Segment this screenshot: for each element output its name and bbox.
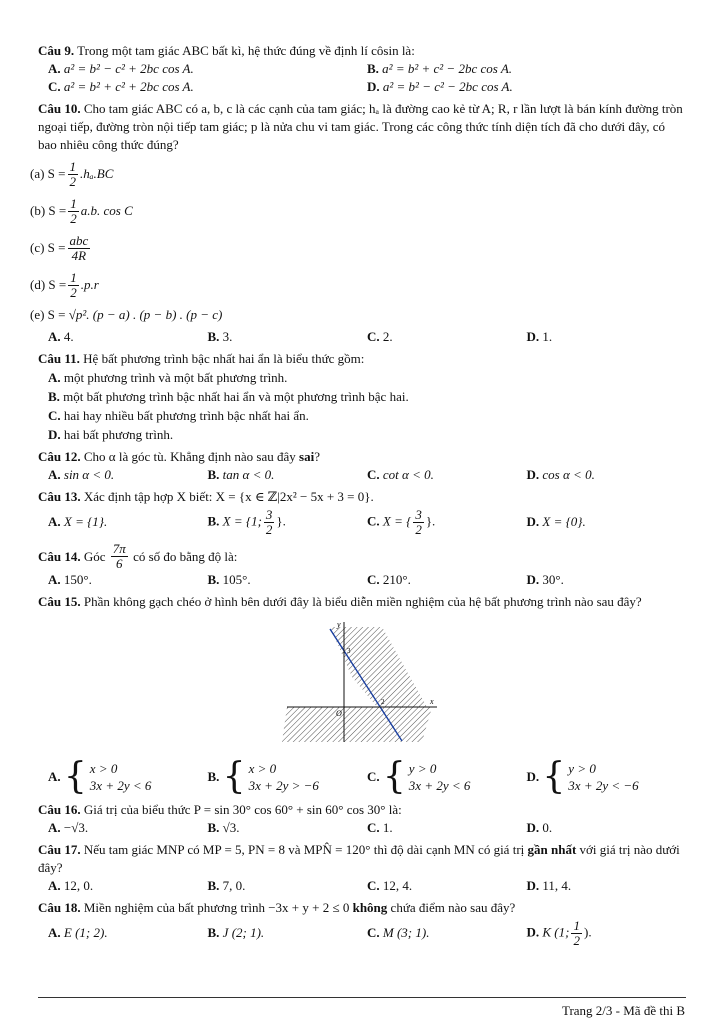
question-12 <box>38 448 686 466</box>
option-label: A. <box>48 514 61 529</box>
option-text: hai hay nhiều bất phương trình bậc nhất hai ẩn. <box>63 408 309 423</box>
option-text: a² = b² − c² + 2bc cos A. <box>63 61 194 76</box>
coordinate-graph <box>282 617 442 747</box>
question-text: Trong một tam giác ABC bất kì, hệ thức đúng về định lí côsin là: <box>77 43 415 58</box>
option-label: D. <box>526 820 540 835</box>
option-text: 11, 4. <box>542 878 572 893</box>
option-label: A. <box>48 820 61 835</box>
option-b <box>48 387 686 406</box>
option-text: 1. <box>542 329 553 344</box>
question-9 <box>38 42 686 60</box>
option-label: C. <box>367 878 380 893</box>
question-tail: ? <box>314 449 320 464</box>
formula-prefix: (d) S = <box>30 277 67 292</box>
option-label: A. <box>48 769 61 784</box>
option-text: 2. <box>382 329 393 344</box>
options-row <box>48 571 686 589</box>
option-d <box>48 425 686 444</box>
x-axis-label: x <box>430 697 434 706</box>
question-text: Hệ bất phương trình bậc nhất hai ẩn là biểu thức gồm: <box>83 351 365 366</box>
option-label: D. <box>526 514 540 529</box>
option-text: X = {0}. <box>542 514 586 529</box>
formula-suffix: √p². (p − a) . (p − b) . (p − c) <box>68 307 223 322</box>
option-text: X = {1; <box>222 512 262 528</box>
formula-e <box>30 305 686 325</box>
option-b <box>208 508 368 537</box>
option-label: B. <box>207 769 220 784</box>
formula-prefix: (b) S = <box>30 203 67 218</box>
option-b <box>207 756 368 797</box>
option-text: tan α < 0. <box>222 467 275 482</box>
numerator: abc <box>69 232 89 248</box>
option-label: B. <box>207 467 220 482</box>
option-label: B. <box>207 329 220 344</box>
formula-suffix: .p.r <box>80 277 99 292</box>
fraction <box>413 508 424 537</box>
option-b <box>208 924 368 942</box>
question-15 <box>38 593 686 611</box>
option-d <box>527 328 687 346</box>
fraction <box>264 508 275 537</box>
option-text: cot α < 0. <box>382 467 434 482</box>
option-text: 30°. <box>542 572 564 587</box>
option-label: A. <box>48 925 61 940</box>
emphasis: sai <box>299 449 315 464</box>
question-tail: chứa điểm nào sau đây? <box>390 900 516 915</box>
footer-divider <box>38 997 686 998</box>
option-text-end: ). <box>583 923 592 939</box>
option-c <box>367 571 527 589</box>
question-14 <box>38 542 686 571</box>
option-d <box>527 466 687 484</box>
option-text: √3. <box>222 820 240 835</box>
option-d <box>527 513 687 531</box>
option-text: 7, 0. <box>222 878 246 893</box>
option-label: B. <box>207 572 220 587</box>
system-line: y > 0 <box>568 761 596 776</box>
option-d <box>527 571 687 589</box>
formula-prefix: (a) S = <box>30 166 66 181</box>
options-row <box>48 877 686 895</box>
option-c <box>367 924 527 942</box>
denominator: 2 <box>70 210 77 226</box>
formula-a <box>30 157 686 191</box>
option-a <box>48 877 208 895</box>
question-number: Câu 18. <box>38 900 81 915</box>
exam-page <box>30 42 686 949</box>
system-line: 3x + 2y < 6 <box>408 778 471 793</box>
denominator: 2 <box>415 521 422 537</box>
option-label: D. <box>526 878 540 893</box>
options-row <box>48 328 686 346</box>
origin-label: O <box>336 709 342 718</box>
question-number: Câu 12. <box>38 449 81 464</box>
option-c <box>367 328 527 346</box>
y-intercept-label: 3 <box>347 647 351 655</box>
option-a <box>48 60 367 78</box>
option-label: A. <box>48 467 61 482</box>
option-text: K (1; <box>542 923 570 939</box>
denominator: 6 <box>116 556 123 571</box>
formula-prefix: (c) S = <box>30 240 66 255</box>
option-text: cos α < 0. <box>542 467 595 482</box>
option-label: A. <box>48 878 61 893</box>
system-line: 3x + 2y < 6 <box>89 778 152 793</box>
numerator: 1 <box>69 158 76 174</box>
option-text: 0. <box>542 820 553 835</box>
formula-d <box>30 268 686 302</box>
option-label: D. <box>367 79 380 94</box>
options-stack <box>48 368 686 444</box>
option-c <box>367 508 527 537</box>
question-text: Miền nghiệm của bất phương trình −3x + y + 2 ≤ 0 <box>83 900 350 915</box>
numerator: 1 <box>70 195 77 211</box>
option-text: a² = b² + c² − 2bc cos A. <box>382 61 513 76</box>
option-text: 12, 4. <box>382 878 413 893</box>
option-text: 1. <box>382 820 393 835</box>
option-label: B. <box>207 512 220 528</box>
option-label: D. <box>48 427 61 442</box>
question-number: Câu 17. <box>38 842 81 857</box>
option-text: a² = b² + c² + 2bc cos A. <box>63 79 194 94</box>
option-label: C. <box>367 467 380 482</box>
numerator: 3 <box>265 506 273 522</box>
option-label: A. <box>48 329 61 344</box>
denominator: 2 <box>69 173 76 189</box>
question-number: Câu 16. <box>38 802 81 817</box>
fraction <box>68 271 79 300</box>
option-a <box>48 924 208 942</box>
option-label: A. <box>48 61 61 76</box>
option-label: C. <box>367 820 380 835</box>
question-text: Xác định tập hợp X biết: X = {x ∈ ℤ|2x² − 5x + 3 = 0}. <box>83 489 374 504</box>
option-text: X = { <box>382 512 412 528</box>
option-text: −√3. <box>63 820 89 835</box>
question-text: Giá trị của biểu thức P = sin 30° cos 60° + sin 60° cos 30° là: <box>83 802 402 817</box>
system-line: y > 0 <box>408 761 437 776</box>
denominator: 4R <box>71 247 87 263</box>
option-label: C. <box>48 79 61 94</box>
option-label: C. <box>367 512 380 528</box>
option-a <box>48 368 686 387</box>
fraction <box>68 234 91 263</box>
question-tail: với giá trị nào dưới đây? <box>38 842 680 875</box>
option-text: J (2; 1). <box>222 925 265 940</box>
question-11 <box>38 350 686 368</box>
question-13 <box>38 488 686 506</box>
option-label: D. <box>526 329 540 344</box>
option-text: M (3; 1). <box>382 925 430 940</box>
question-text: Phần không gạch chéo ở hình bên dưới đây là biểu diễn miền nghiệm của hệ bất phương trình nào sau đây? <box>83 594 642 609</box>
option-text: 210°. <box>382 572 411 587</box>
question-text: Cho tam giác ABC có a, b, c là các cạnh của tam giác; hₐ là đường cao kẻ từ A; R, r lần lượt là bán kính đường tròn ngoại tiếp, đường tròn nội tiếp tam giác; p là nửa chu vi tam giác. Trong các công thức tính diện tích đã cho dưới đây, có bao nhiêu công thức đúng? <box>38 101 683 152</box>
option-b <box>208 571 368 589</box>
option-label: D. <box>526 923 540 939</box>
formula-suffix: .hₐ.BC <box>80 166 114 181</box>
formula-c <box>30 231 686 265</box>
options-row <box>48 78 686 96</box>
option-b <box>208 877 368 895</box>
brace-icon: { <box>222 756 246 797</box>
options-row <box>48 466 686 484</box>
question-text-end: có số đo bằng độ là: <box>133 548 238 564</box>
option-c <box>367 466 527 484</box>
question-number: Câu 11. <box>38 351 80 366</box>
option-b <box>367 60 686 78</box>
options-row <box>48 506 686 538</box>
option-text: 3. <box>222 329 233 344</box>
y-axis-label: y <box>337 620 341 629</box>
option-text: một bất phương trình bậc nhất hai ẩn và một phương trình bậc hai. <box>63 389 409 404</box>
formula-b <box>30 194 686 228</box>
option-text: 105°. <box>222 572 251 587</box>
option-label: B. <box>48 389 60 404</box>
emphasis: gần nhất <box>527 842 577 857</box>
option-c <box>367 819 527 837</box>
option-c <box>48 78 367 96</box>
option-label: C. <box>367 769 380 784</box>
numerator: 7π <box>112 541 126 556</box>
options-row <box>48 917 686 949</box>
question-number: Câu 14. <box>38 548 81 564</box>
option-text: 12, 0. <box>63 878 94 893</box>
options-row <box>48 60 686 78</box>
page-footer: Trang 2/3 - Mã đề thi B <box>561 1003 685 1018</box>
formula-suffix: a.b. cos C <box>80 203 133 218</box>
fraction <box>68 160 79 189</box>
question-number: Câu 13. <box>38 489 81 504</box>
option-c <box>48 406 686 425</box>
option-label: B. <box>207 925 220 940</box>
question-number: Câu 15. <box>38 594 81 609</box>
x-intercept-label: 2 <box>381 698 385 706</box>
option-label: D. <box>526 572 540 587</box>
option-label: C. <box>48 408 61 423</box>
fraction <box>571 919 582 948</box>
option-a <box>48 819 208 837</box>
option-text: sin α < 0. <box>63 467 115 482</box>
option-a <box>48 756 208 797</box>
option-d <box>367 78 686 96</box>
option-a <box>48 328 208 346</box>
numerator: 1 <box>70 269 77 285</box>
option-text: một phương trình và một bất phương trình. <box>63 370 288 385</box>
options-row <box>48 819 686 837</box>
option-a <box>48 571 208 589</box>
option-text: 150°. <box>63 572 92 587</box>
question-text: Góc <box>83 548 106 564</box>
question-17 <box>38 841 686 877</box>
options-row <box>48 757 686 797</box>
option-label: D. <box>526 467 540 482</box>
option-a <box>48 466 208 484</box>
option-b <box>208 328 368 346</box>
question-10 <box>38 100 686 154</box>
option-a <box>48 513 208 531</box>
denominator: 2 <box>265 521 273 537</box>
question-text: Nếu tam giác MNP có MP = 5, PN = 8 và MPN̂ = 120° thì độ dài cạnh MN có giá trị <box>83 842 525 857</box>
hatched-region-below <box>282 707 432 742</box>
option-label: A. <box>48 572 61 587</box>
numerator: 3 <box>415 506 422 522</box>
question-number: Câu 9. <box>38 43 75 58</box>
option-label: B. <box>207 820 220 835</box>
option-label: C. <box>367 572 380 587</box>
solution-region-figure <box>38 617 686 751</box>
question-text: Cho α là góc tù. Khẳng định nào sau đây <box>83 449 296 464</box>
hatched-region-right <box>330 627 427 707</box>
question-number: Câu 10. <box>38 101 81 116</box>
system-line: 3x + 2y > −6 <box>248 778 319 793</box>
fraction <box>68 197 79 226</box>
option-text-end: }. <box>276 512 286 528</box>
emphasis: không <box>352 900 388 915</box>
option-d <box>527 819 687 837</box>
fraction <box>111 542 128 571</box>
option-text: X = {1}. <box>63 514 108 529</box>
brace-icon: { <box>542 756 566 797</box>
option-text: a² = b² − c² − 2bc cos A. <box>382 79 513 94</box>
option-text: 4. <box>63 329 74 344</box>
option-d <box>527 877 687 895</box>
option-label: C. <box>367 925 380 940</box>
system-line: x > 0 <box>248 761 277 776</box>
option-b <box>208 819 368 837</box>
system-line: x > 0 <box>89 761 118 776</box>
option-text-end: }. <box>425 512 436 528</box>
option-label: C. <box>367 329 380 344</box>
option-text: hai bất phương trình. <box>63 427 174 442</box>
system-line: 3x + 2y < −6 <box>568 778 639 793</box>
option-c <box>367 877 527 895</box>
denominator: 2 <box>70 284 77 300</box>
option-label: B. <box>207 878 220 893</box>
brace-icon: { <box>382 756 406 797</box>
formula-prefix: (e) S = <box>30 307 66 322</box>
option-label: D. <box>526 769 540 784</box>
option-text: E (1; 2). <box>63 925 108 940</box>
question-18 <box>38 899 686 917</box>
option-label: A. <box>48 370 61 385</box>
option-d <box>527 919 687 948</box>
option-d <box>526 756 687 797</box>
option-c <box>367 756 527 797</box>
question-16 <box>38 801 686 819</box>
numerator: 1 <box>573 917 580 933</box>
option-label: B. <box>367 61 379 76</box>
denominator: 2 <box>573 932 580 948</box>
option-b <box>208 466 368 484</box>
brace-icon: { <box>63 756 87 797</box>
